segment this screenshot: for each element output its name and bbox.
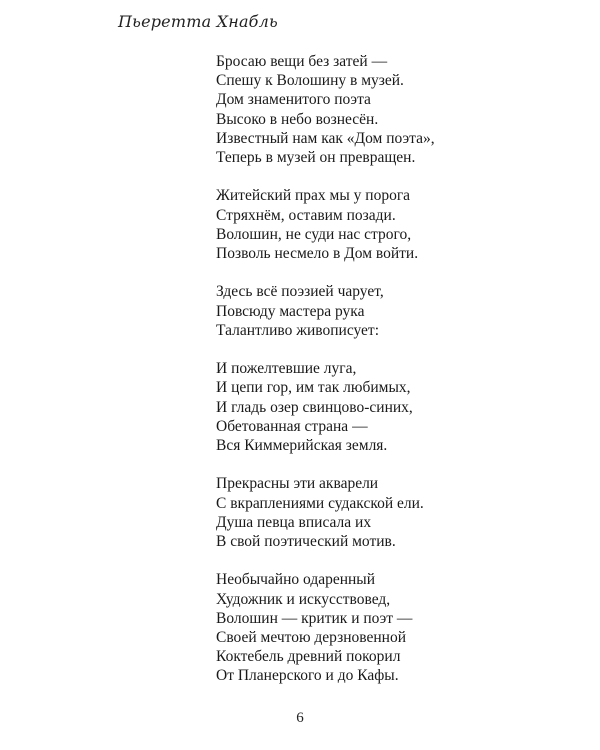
- poem-line: Прекрасны эти акварели: [216, 475, 379, 493]
- stanza: [216, 52, 576, 167]
- stanza: [216, 359, 576, 455]
- poem-body: [216, 52, 576, 686]
- stanza: [216, 186, 576, 263]
- poem-line: Известный нам как «Дом поэта»,: [216, 129, 435, 147]
- poem-line: И цепи гор, им так любимых,: [216, 379, 411, 397]
- poem-line: Коктебель древний покорил: [216, 648, 401, 666]
- poem-line: Дом знаменитого поэта: [216, 91, 371, 109]
- poem-line: Обетованная страна —: [216, 417, 368, 435]
- poem-line: Высоко в небо вознесён.: [216, 110, 379, 128]
- poem-line: Художник и искусствовед,: [216, 590, 391, 608]
- poem-line: Повсюду мастера рука: [216, 302, 365, 320]
- poem-line: И гладь озер свинцово-синих,: [216, 398, 413, 416]
- stanza: [216, 282, 576, 340]
- poem-line: С вкраплениями судакской ели.: [216, 494, 424, 512]
- stanza: [216, 570, 576, 685]
- running-header-author: Пьеретта Хнабль: [118, 12, 278, 31]
- poem-line: Спешу к Волошину в музей.: [216, 72, 404, 90]
- page-number: 6: [296, 710, 304, 726]
- poem-line: И пожелтевшие луга,: [216, 360, 357, 378]
- poem-line: Волошин, не суди нас строго,: [216, 225, 412, 243]
- stanza: [216, 474, 576, 551]
- poem-line: Стряхнём, оставим позади.: [216, 206, 396, 224]
- poem-line: Талантливо живописует:: [216, 321, 379, 339]
- poem-line: Своей мечтою дерзновенной: [216, 629, 407, 647]
- poem-line: Житейский прах мы у порога: [216, 187, 411, 205]
- poem-line: Вся Киммерийская земля.: [216, 437, 388, 455]
- poem-line: Бросаю вещи без затей —: [216, 53, 388, 70]
- poem-line: В свой поэтический мотив.: [216, 533, 396, 551]
- poem-line: Волошин — критик и поэт —: [216, 609, 413, 627]
- poem-line: Позволь несмело в Дом войти.: [216, 245, 419, 263]
- poem-line: Здесь всё поэзией чарует,: [216, 283, 384, 301]
- poem-line: Душа певца вписала их: [216, 513, 372, 531]
- poem-line: От Планерского и до Кафы.: [216, 667, 399, 685]
- poem-line: Теперь в музей он превращен.: [216, 149, 416, 167]
- poem-line: Необычайно одаренный: [216, 571, 376, 589]
